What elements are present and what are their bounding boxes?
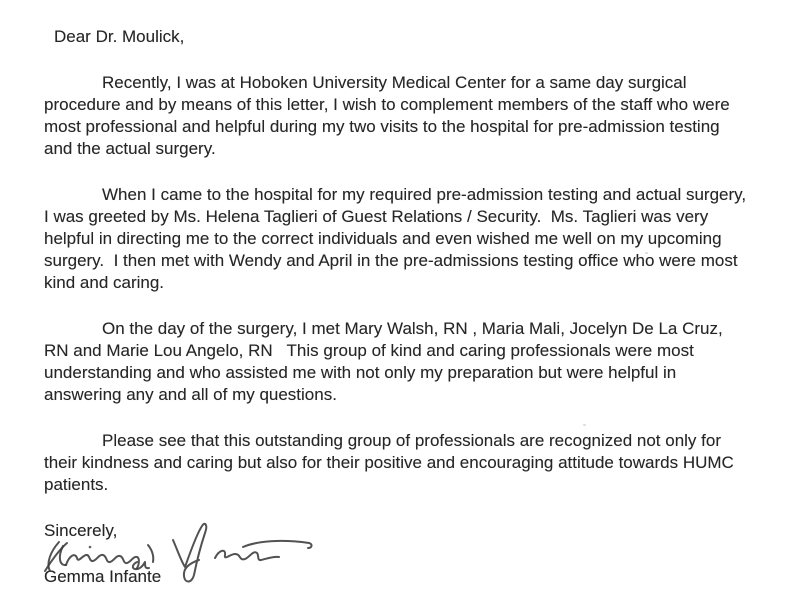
paragraph-pre-admission: When I came to the hospital for my required pre-admission testing and actual surgery, I was greeted by Ms. Helena Taglieri of Guest Relations / Security. Ms. Taglieri was very helpful in directing me to the correct individuals and even wished me well on my upcoming surgery. I then met with Wendy and April in the pre-admissions testing office who were most kind and caring.	[44, 185, 751, 292]
scan-speck	[583, 424, 586, 426]
closing-valediction: Sincerely,	[44, 521, 118, 540]
typed-signature-name: Gemma Infante	[44, 567, 162, 586]
salutation: Dear Dr. Moulick,	[54, 27, 185, 46]
paragraph-surgery-day: On the day of the surgery, I met Mary Walsh, RN , Maria Mali, Jocelyn De La Cruz, RN and Marie Lou Angelo, RN This group of kind and caring professionals were most understanding and who assisted me with not only my preparation but were helpful in answering any and all of my questions.	[44, 319, 728, 404]
paragraph-recognition-request: Please see that this outstanding group of professionals are recognized not only for their kindness and caring but also for their positive and encouraging attitude towards HUMC patients.	[44, 431, 739, 494]
scan-speck	[645, 252, 648, 254]
letter-body	[44, 26, 750, 588]
paragraph-intro: Recently, I was at Hoboken University Medical Center for a same day surgical procedure and by means of this letter, I wish to complement members of the staff who were most professional and helpful during my two visits to the hospital for pre-admission testing and the actual surgery.	[44, 73, 735, 158]
